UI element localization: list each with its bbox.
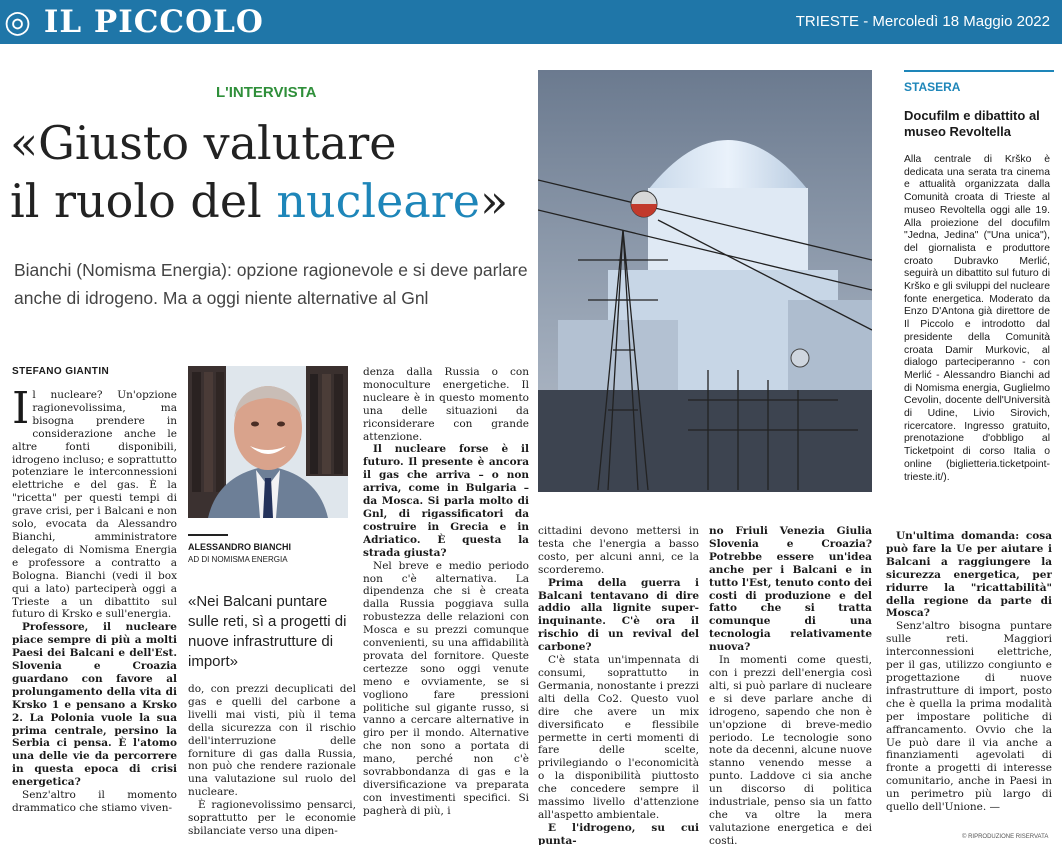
sidebar-body: Alla centrale di Krško è dedicata una serata tra cinema e attualità organizzata dalla Comunità croata di Trieste al museo Revoltella oggi alle 19. Alla proiezione del docufilm "Jedna, Jedina" ("Una unica"), del giornalista e produttore croato Dubravko Merlić, seguirà un dibattito sul futuro di Krško e gli sviluppi del nucleare fonte energetica. Moderato da Enzo D'Antona già direttore de Il Piccolo e introdotto dal presidente della Comunità croata Damir Murkovic, al dialogo parteciperanno - con Merlić - Alessandro Bianchi ad di Nomisma energia, Guglielmo Cevolin, docente dell'Università di Udine, Livio Sirovich, ricercatore. Ingresso gratuito, prenotazione d'obbligo al Ticketpoint di corso Italia o online (biglietteria.ticketpoint-trieste.it/). bbox=[904, 154, 1050, 483]
sidebar-kicker: STASERA bbox=[904, 80, 961, 94]
text-column-2 bbox=[188, 683, 356, 843]
answer-4: In momenti come questi, con i prezzi dell'energia così alti, si può parlare di nucleare e si deve parlare anche di idrogeno, sapendo che non è un'opzione di breve-medio periodo. Le tecnologie sono note da decenni, alcune nuove stanno venendo messe a punto. Laddove ci sia anche un discorso di politica industriale, penso sia un fatto che va oltre la mera valutazione energetica e dei costi. bbox=[709, 654, 872, 845]
sidebar-title: Docufilm e dibattito al museo Revoltella bbox=[904, 108, 1040, 139]
pull-quote: «Nei Balcani puntare sulle reti, sì a progetti di nuove infrastrutture di import» bbox=[188, 593, 347, 670]
text-column-3 bbox=[363, 366, 529, 842]
answer-1-start: Senz'altro il momento drammatico che stiamo viven- bbox=[12, 789, 177, 814]
drop-cap: I bbox=[12, 389, 30, 434]
caption-rule bbox=[188, 534, 228, 536]
text-column-4 bbox=[538, 525, 699, 845]
photo-caption-role: AD DI NOMISMA ENERGIA bbox=[188, 555, 288, 564]
byline: STEFANO GIANTIN bbox=[12, 366, 110, 377]
answer-2-end: cittadini devono mettersi in testa che l'energia a basso costo, per alcuni anni, ce la scorderemo. bbox=[538, 525, 699, 576]
answer-3: C'è stata un'impennata di consumi, soprattutto in Germania, nonostante i prezzi alti della Co2. Questo vuol dire che avere un mix diversificato e flessibile permette in certi momenti di fare delle scelte, privilegiando o l'economicità o la disponibilità piuttosto che concedere sempre il massimo livello d'attenzione all'aspetto ambientale. bbox=[538, 654, 699, 821]
newspaper-logo: ◎ IL PICCOLO bbox=[4, 4, 264, 40]
question-1: Professore, il nucleare piace sempre di più a molti Paesi dei Balcani e dell'Est. Slovenia e Croazia guardano con favore al prolungamento della vita di Krsko 1 e pensano a Krsko 2. La Polonia vuole la sua prima centrale, persino la Serbia ci pensa. È l'atomo una delle vie da percorrere in questa epoca di crisi energetica? bbox=[12, 621, 177, 789]
text-column-5 bbox=[709, 525, 872, 845]
article-headline bbox=[10, 114, 530, 230]
headline-highlight: nucleare bbox=[276, 174, 480, 228]
article-kicker: L'INTERVISTA bbox=[216, 84, 317, 101]
answer-1-continued: do, con prezzi decuplicati del gas e quelli del carbone a livelli mai visti, più il tema della sicurezza con il rischio dell'interruzione delle forniture di gas dalla Russia, non può che rendere razionale una valutazione sul ruolo del nucleare. bbox=[188, 683, 356, 799]
headline-end: » bbox=[479, 174, 509, 228]
sidebar-rule bbox=[904, 70, 1054, 72]
masthead bbox=[0, 0, 1062, 44]
text-column-1 bbox=[12, 389, 177, 839]
headline-line1: «Giusto valutare bbox=[10, 116, 397, 170]
answer-1-more: È ragionevolissimo pensarci, soprattutto per le economie sbilanciate verso una dipen- bbox=[188, 799, 356, 837]
intro-paragraph: l nucleare? Un'opzione ragionevolissima, ma bisogna prendere in considerazione anche le altre fonti disponibili, idrogeno incluso; e soprattutto potenziare le interconnessioni elettriche e del gas. È la "ricetta" per questi tempi di grave crisi, per i Balcani e non solo, evocata da Alessandro Bianchi, amministratore delegato di Nomisma Energia e professore a contratto a Bologna. Bianchi (vedi il box qui a lato) parteciperà oggi a Trieste a un dibattito sul futuro di Krsko e sull'energia. bbox=[12, 389, 177, 621]
question-4-start: E l'idrogeno, su cui punta- bbox=[538, 821, 699, 845]
answer-2-start: Nel breve e medio periodo non c'è alternativa. La dipendenza che si è creata dalla Russia poggiava sulla robustezza delle relazioni con Mosca e su prezzi comunque convenienti, su una affidabilità provata del fornitore. Queste certezze sono oggi venute meno e ovviamente, se si vogliono fare pressioni politiche sul gigante russo, si vanno a cercare alternative in giro per il mondo. Alternative che non sono a portata di mano, perché non c'è sovrabbondanza di gas e la diversificazione va preparata con investimenti specifici. Si pagherà di più, i bbox=[363, 559, 529, 817]
question-5: Un'ultima domanda: cosa può fare la Ue per aiutare i Balcani a raggiungere la sicurezza energetica, per ridurre la "ricattabilità" della regione da parte di Mosca? bbox=[886, 530, 1052, 620]
article-subhead: Bianchi (Nomisma Energia): opzione ragionevole e si deve parlare anche di idrogeno. Ma a oggi niente alternative al Gnl bbox=[14, 260, 528, 308]
photo-caption-name: ALESSANDRO BIANCHI bbox=[188, 542, 292, 552]
answer-5: Senz'altro bisogna puntare sulle reti. Maggiori interconnessioni elettriche, per il gas, utilizzo congiunto e progettazione di nuove infrastrutture di import, posto che è quella la prima modalità per impostare politiche di affrancamento. Ovvio che la Ue può dare il via anche a finanziamenti agevolati di fronte a progetti di interesse comunitario, anche in Paesi in un perimetro più largo di quello dell'Unione. — bbox=[886, 620, 1052, 814]
question-2: Il nucleare forse è il futuro. Il presente è ancora il gas che arriva – o non arriva, come in Bulgaria – da Mosca. Si parla molto di Gnl, di rigassificatori da costruire in Grecia e in Adriatico. È questa la strada giusta? bbox=[363, 443, 529, 559]
interviewee-photo bbox=[188, 366, 348, 518]
question-3: Prima della guerra i Balcani tentavano di dire addio alla lignite super-inquinante. C'è ora il rischio di un revival del carbone? bbox=[538, 576, 699, 654]
copyright-note: © RIPRODUZIONE RISERVATA bbox=[962, 834, 1049, 840]
nuclear-plant-photo bbox=[538, 70, 872, 492]
answer-1-end: denza dalla Russia o con monoculture energetiche. Il nucleare è in questo momento una delle situazioni da riconsiderare con grande attenzione. bbox=[363, 366, 529, 443]
text-column-6 bbox=[886, 530, 1052, 830]
question-4-end: no Friuli Venezia Giulia Slovenia e Croazia? Potrebbe essere un'idea anche per i Balcani e in tutto l'Est, tenuto conto dei costi di produzione e del fatto che si tratta comunque di una tecnologia relativamente nuova? bbox=[709, 525, 872, 654]
headline-line2: il ruolo del bbox=[10, 174, 277, 228]
dateline: TRIESTE - Mercoledì 18 Maggio 2022 bbox=[795, 13, 1050, 30]
